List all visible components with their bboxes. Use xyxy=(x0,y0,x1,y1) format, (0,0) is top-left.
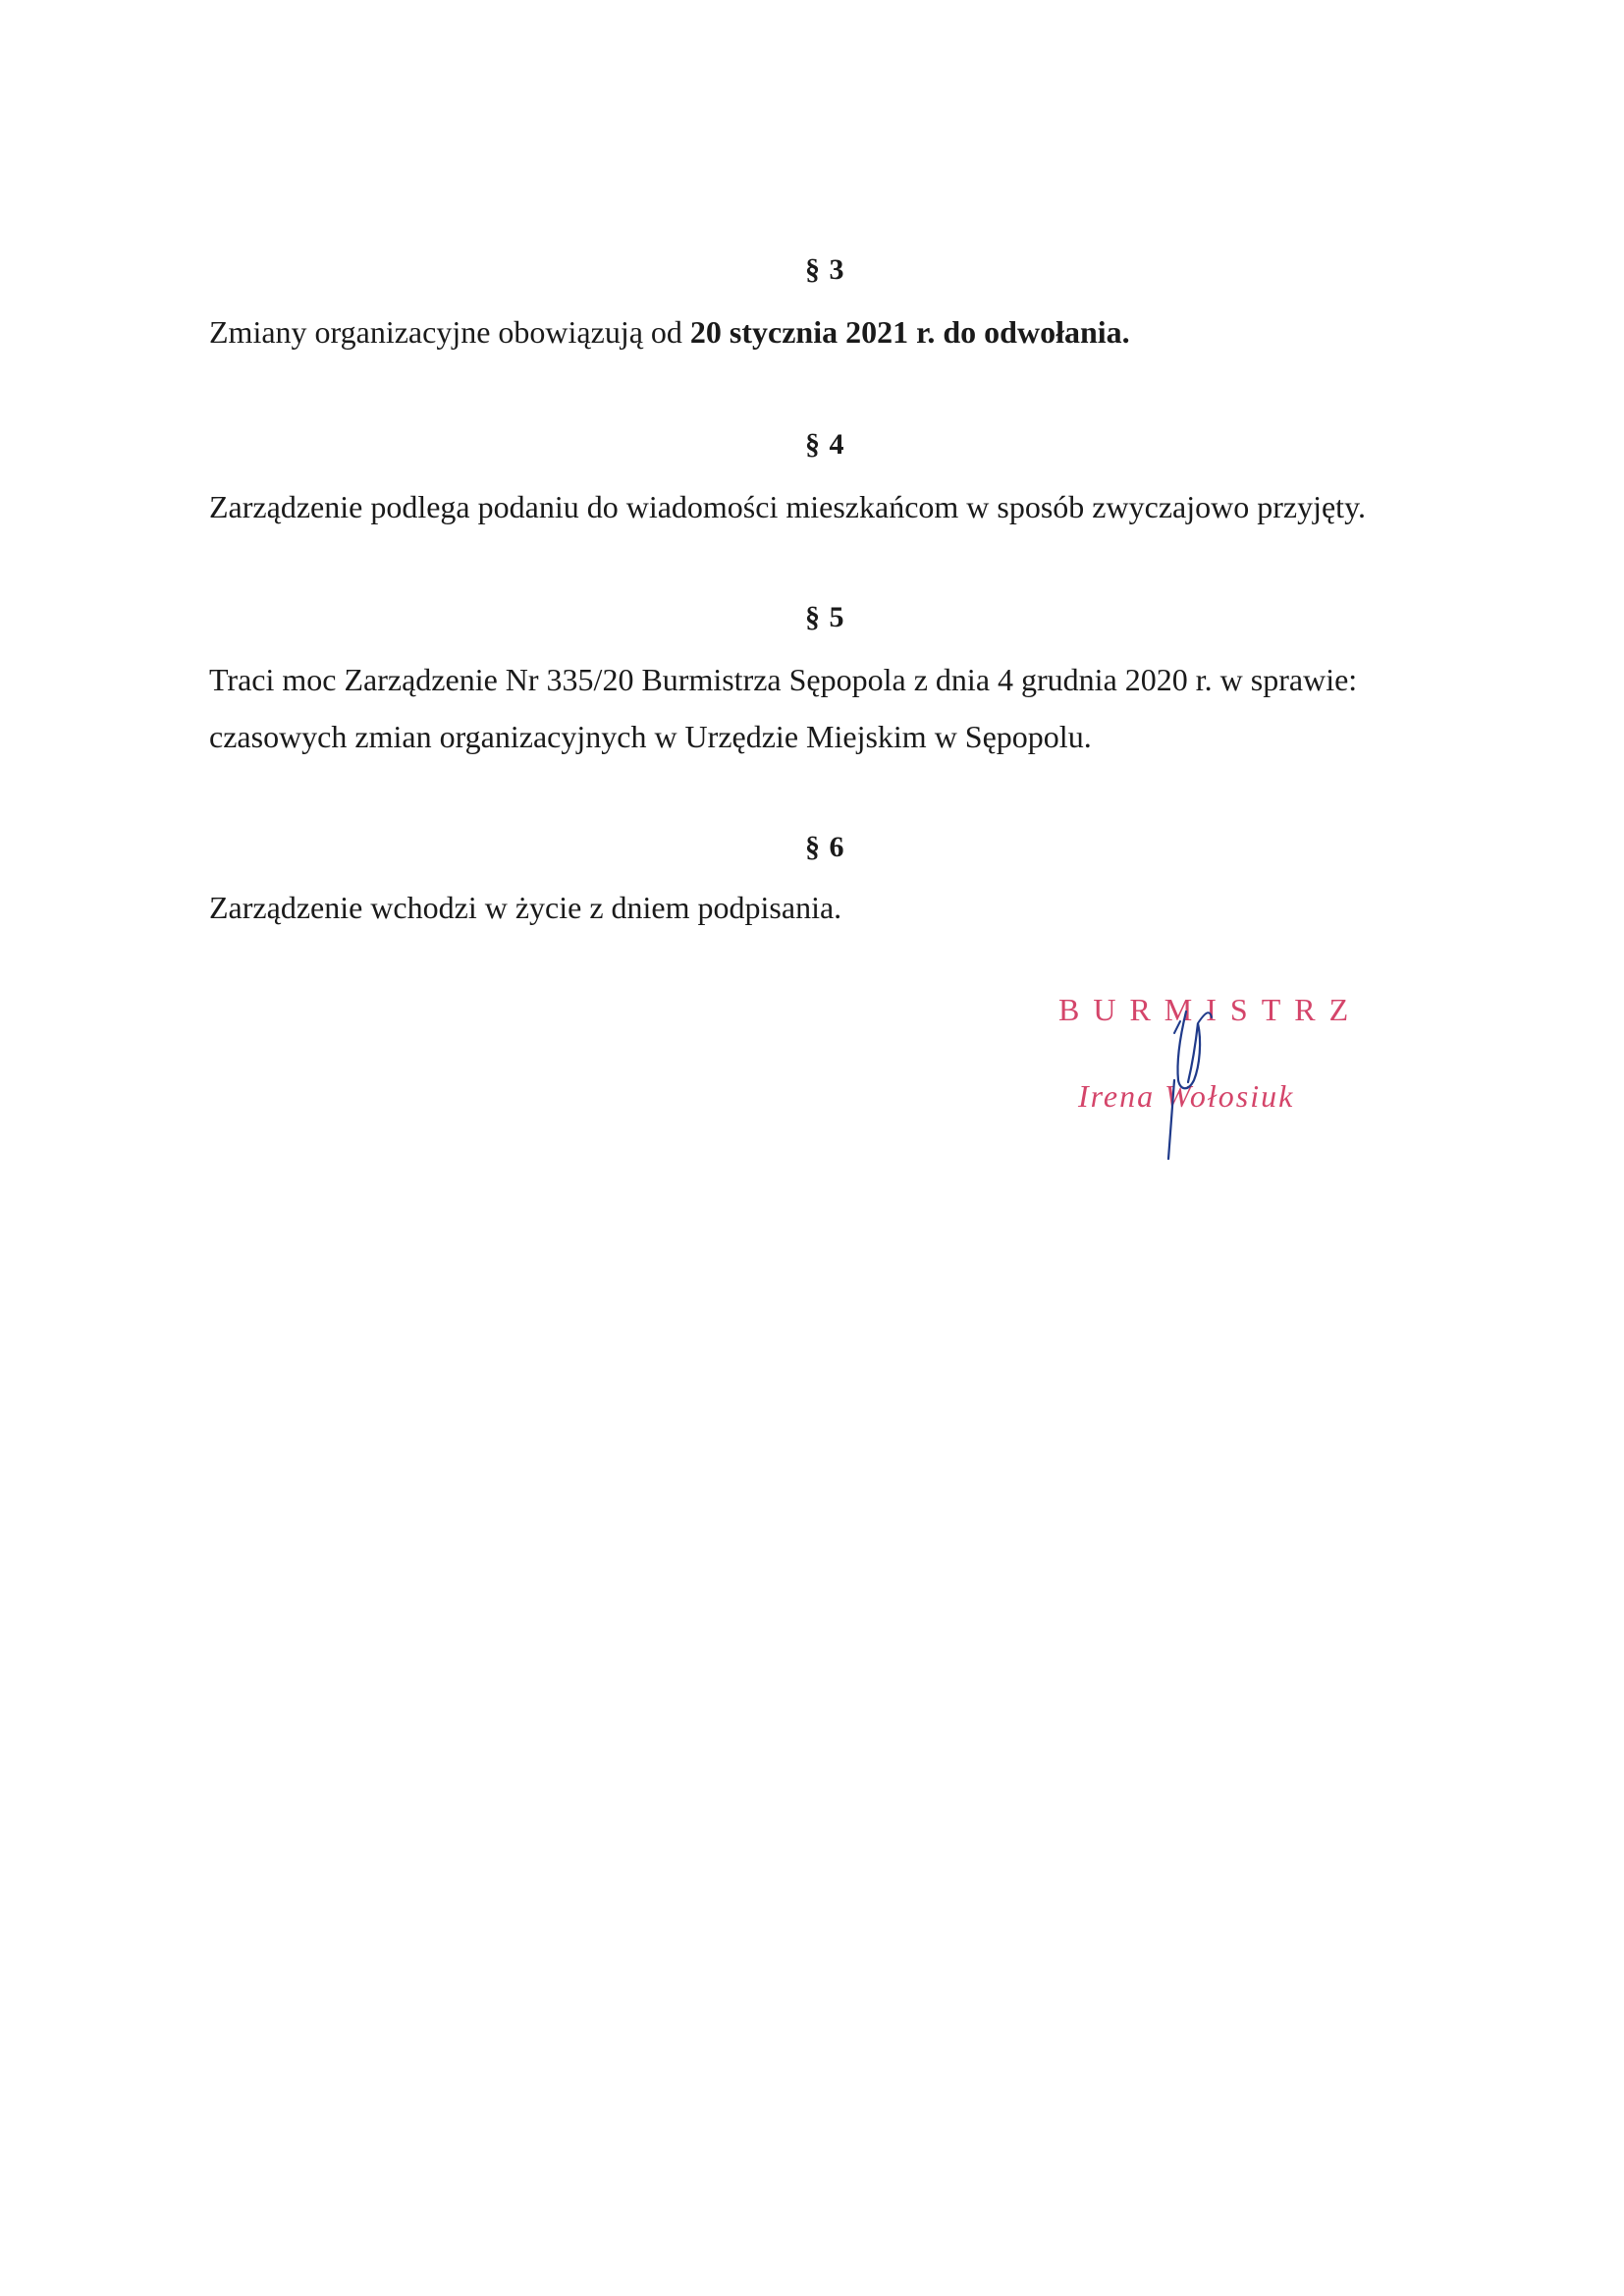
section-mark-5: § 5 xyxy=(805,601,845,633)
section-mark-3: § 3 xyxy=(805,253,845,286)
stamp-name: Irena Wołosiuk xyxy=(1078,1078,1295,1114)
stamp-title: BURMISTRZ xyxy=(1058,992,1363,1027)
section-3-paragraph xyxy=(209,304,1130,359)
section-6-paragraph: Zarządzenie wchodzi w życie z dniem podpisania. xyxy=(209,890,842,925)
section-mark-6: § 6 xyxy=(805,831,845,863)
section-5-line-2: czasowych zmian organizacyjnych w Urzędzie Miejskim w Sępopolu. xyxy=(209,719,1092,754)
section-mark-4: § 4 xyxy=(805,428,845,461)
handwritten-signature xyxy=(1129,982,1247,1178)
section-5-line-1: Traci moc Zarządzenie Nr 335/20 Burmistrza Sępopola z dnia 4 grudnia 2020 r. w sprawie: xyxy=(209,662,1358,697)
section-3-text: Zmiany organizacyjne obowiązują od xyxy=(209,314,690,350)
section-3-date: 20 stycznia 2021 r. do odwołania. xyxy=(689,314,1130,350)
section-4-paragraph: Zarządzenie podlega podaniu do wiadomości mieszkańcom w sposób zwyczajowo przyjęty. xyxy=(209,489,1366,524)
